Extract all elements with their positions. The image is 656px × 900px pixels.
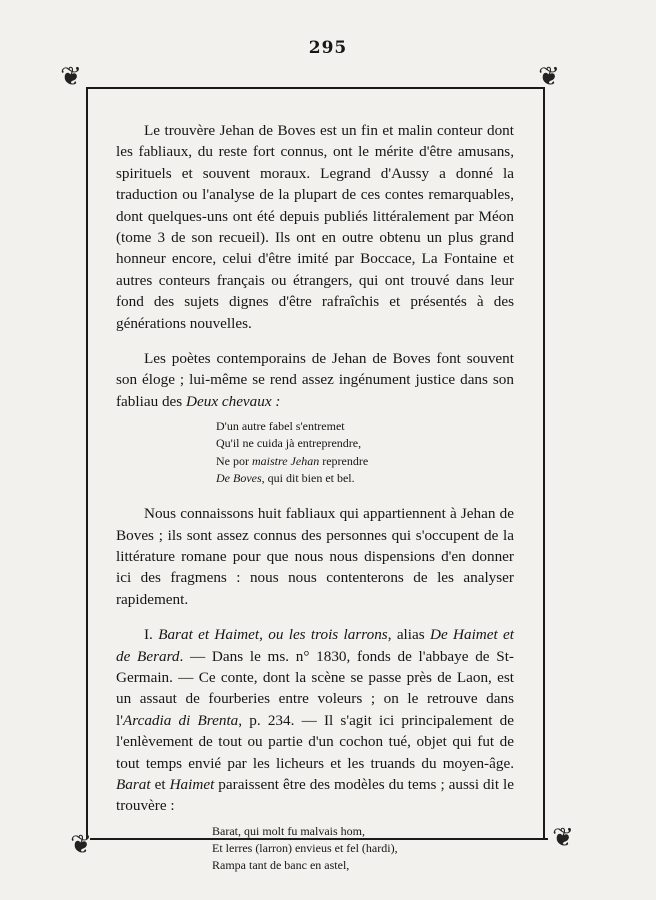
paragraph-3 [116, 503, 514, 610]
verse-text: Ne por [216, 453, 249, 468]
corner-ornament-bottom-left-icon: ❦ [70, 830, 92, 860]
verse-italic: De Boves [216, 470, 262, 485]
entry-text: , [259, 626, 263, 644]
verse-line: D'un autre fabel s'entremet [216, 419, 345, 434]
verse-line: Rampa tant de banc en astel, [212, 858, 350, 873]
page-number: 295 [308, 38, 348, 58]
entry-text: et [154, 775, 166, 793]
paragraph-3-text: Nous connaissons huit fabliaux qui appartiennent à Jehan de Boves ; ils sont assez connus des personnes qui s'occupent de la littérature romane pour que nous nous dispensions d'en donner ici des fragmens : nous nous contenterons de les analyser rapidement. [116, 505, 514, 608]
corner-ornament-top-right-icon: ❦ [538, 62, 560, 92]
entry-name: Haimet [169, 775, 215, 793]
verse-line: Et lerres (larron) envieus et fel (hardi), [212, 840, 398, 855]
paragraph-2-text: Les poètes contemporains de Jehan de Boves font souvent son éloge ; lui-même se rend assez ingénument justice dans son fabliau des [116, 350, 514, 410]
verse-text: , qui dit bien et bel. [261, 470, 355, 485]
paragraph-2 [116, 348, 514, 412]
verse-quote-1 [216, 418, 514, 487]
verse-line: Qu'il ne cuida jà entreprendre, [216, 436, 362, 451]
frame-left-line [86, 87, 88, 839]
corner-ornament-bottom-right-icon: ❦ [552, 823, 574, 853]
entry-reference-title: Arcadia di Brenta [122, 711, 239, 729]
verse-italic: maistre Jehan [252, 453, 320, 468]
entry-text: . — Dans le ms. n° 1830, fonds de l'abbaye de St-Germain. — Ce conte, dont la scène se passe près de Laon, est un assaut de fourberies entre voleurs ; on le retrouve dans l' [116, 647, 514, 729]
paragraph-4 [116, 624, 514, 817]
verse-text: reprendre [322, 453, 369, 468]
entry-text: , p. 234. — Il s'agit ici principalement de l'enlèvement de tout ou partie d'un cochon tué, objet qui fut de tout temps envié par les licheurs et les truands du moyen-âge. [116, 711, 514, 772]
paragraph-1 [116, 120, 514, 334]
verse-line [216, 470, 514, 487]
paragraph-1-text: Le trouvère Jehan de Boves est un fin et malin conteur dont les fabliaux, du reste fort connus, ont le mérite d'être amusans, spirituels et souvent moraux. Legrand d'Aussy a donné la traduction ou l'analyse de la plupart de ces contes remarquables, dont quelques-uns ont été depuis publiés littéralement par Méon (tome 3 de son recueil). Ils ont en outre obtenu un plus grand honneur encore, celui d'être imité par Boccace, La Fontaine et autres conteurs français ou étrangers, qui ont trouvé dans leur fond des sujets dignes d'être rafraîchis et présentés à des générations nouvelles. [116, 122, 514, 332]
frame-right-line [543, 87, 545, 839]
page-body [116, 120, 514, 882]
corner-ornament-top-left-icon: ❦ [60, 62, 82, 92]
entry-title: Barat et Haimet [158, 626, 260, 644]
verse-quote-2 [212, 823, 514, 875]
entry-alias-title: De Haimet et de Berard [116, 626, 515, 665]
entry-text: paraissent être des modèles du tems ; aussi dit le trouvère : [116, 775, 515, 815]
entry-number: I. [144, 626, 153, 644]
entry-text: , alias [387, 626, 425, 644]
verse-line: Barat, qui molt fu malvais hom, [212, 823, 365, 838]
entry-subtitle: ou les trois larrons [268, 626, 388, 644]
verse-line [216, 453, 514, 470]
frame-top-line [86, 87, 544, 89]
entry-name: Barat [116, 775, 151, 793]
fabliau-title: Deux chevaux : [186, 392, 281, 410]
